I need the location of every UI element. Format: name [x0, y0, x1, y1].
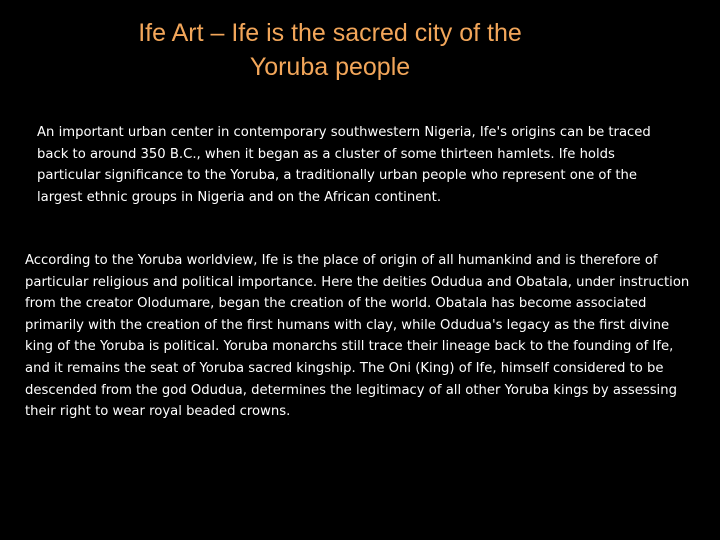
slide-title-line-2: Yoruba people — [249, 53, 411, 81]
main-paragraph: According to the Yoruba worldview, Ife is the place of origin of all humankind and is therefore of particular religious and political importance. Here the deities Odudua and Obatala, under instruction from the creator Olodumare, began the creation of the world. Obatala has become associated primarily with the creation of the first humans with clay, while Odudua's legacy as the first divine king of the Yoruba is political. Yoruba monarchs still trace their lineage back to the founding of Ife, and it remains the seat of Yoruba sacred kingship. The Oni (King) of Ife, himself considered to be descended from the god Odudua, determines the legitimacy of all other Yoruba kings by assessing their right to wear royal beaded crowns. — [25, 253, 690, 420]
slide-title — [60, 16, 600, 84]
slide-title-line-1: Ife Art – Ife is the sacred city of the — [138, 19, 522, 47]
intro-paragraph: An important urban center in contemporary southwestern Nigeria, Ife's origins can be traced back to around 350 B.C., when it began as a cluster of some thirteen hamlets. Ife holds particular significance to the Yoruba, a traditionally urban people who represent one of the largest ethnic groups in Nigeria and on the African continent. — [37, 125, 651, 205]
